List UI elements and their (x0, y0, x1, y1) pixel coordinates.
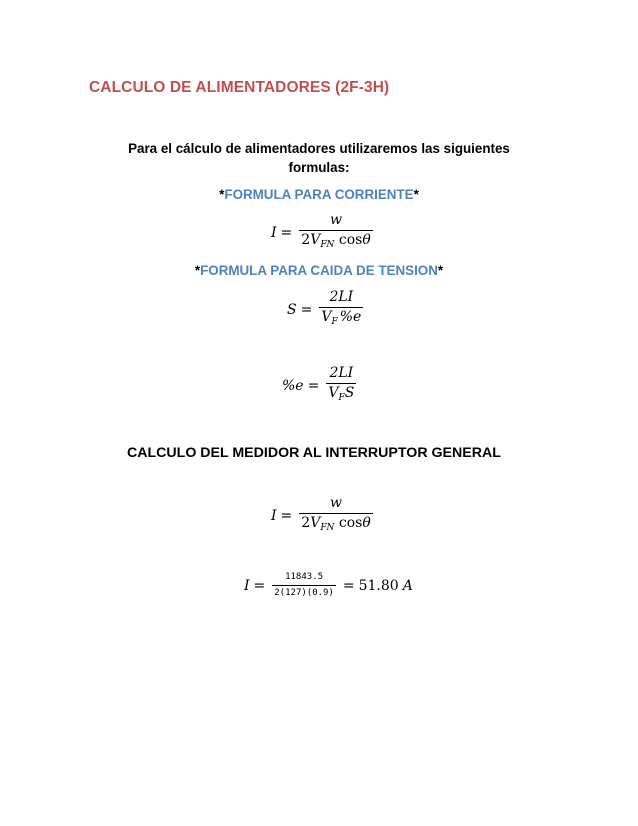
formula-current-den-theta: θ (362, 232, 371, 248)
page-title: CALCULO DE ALIMENTADORES (2F-3H) (89, 79, 390, 96)
formula-current-den-coef: 2 (301, 232, 311, 248)
formula-e-lhs: %e (282, 378, 304, 394)
heading-current-text: FORMULA PARA CORRIENTE (224, 187, 414, 202)
formula-percent-e (282, 366, 359, 406)
heading-drop-prefix: * (194, 263, 201, 278)
formula-current-numerator: w (330, 212, 343, 228)
formula-current2-den-coef: 2 (301, 515, 311, 531)
formula-current-den-v: V (310, 232, 321, 248)
formula-current-den-sub: FN (320, 240, 335, 250)
formula-result (244, 572, 413, 599)
formula-s-denominator (319, 307, 363, 330)
formula-result-fraction (272, 572, 336, 599)
formula-e-den-v: V (328, 385, 339, 401)
formula-current2-den-v: V (310, 515, 321, 531)
formula-result-value: 51.80 (358, 577, 399, 594)
formula-s-fraction (319, 290, 363, 330)
formula-e-denominator (326, 383, 356, 406)
formula-result-numerator: 11843.5 (285, 572, 324, 582)
formula-result-equals-2: = (342, 577, 355, 594)
formula-current2-equals: = (280, 508, 293, 524)
formula-section-s (287, 290, 366, 330)
formula-s-den-rest: %e (339, 309, 362, 325)
heading-drop-suffix: * (437, 263, 444, 278)
intro-line-2: formulas: (288, 160, 350, 175)
heading-current-suffix: * (413, 187, 419, 202)
formula-e-den-rest: S (344, 385, 355, 401)
formula-current2-denominator (299, 513, 373, 536)
formula-e-den-sub: F (338, 393, 345, 403)
formula-e-fraction (326, 366, 356, 406)
formula-current2-fraction (299, 496, 373, 536)
formula-current2-den-sub: FN (320, 523, 335, 533)
heading-current-prefix: * (219, 187, 225, 202)
formula-result-unit: A (402, 577, 413, 594)
formula-current-repeat (271, 496, 376, 536)
formula-current2-numerator: w (330, 495, 343, 511)
formula-result-equals: = (253, 577, 266, 594)
formula-s-equals: = (300, 302, 313, 318)
formula-e-numerator: 2LI (329, 365, 354, 381)
formula-current-equals: = (280, 225, 293, 241)
formula-s-den-v: V (321, 309, 332, 325)
formula-current2-den-cos: cos (338, 515, 363, 531)
formula-e-equals: = (307, 378, 320, 394)
section-heading: CALCULO DEL MEDIDOR AL INTERRUPTOR GENERAL (127, 445, 501, 461)
formula-s-lhs: S (287, 302, 297, 318)
intro-line-1: Para el cálculo de alimentadores utilizaremos las siguientes (128, 141, 510, 156)
formula-s-den-sub: F (331, 317, 338, 327)
heading-current-formula (0, 187, 638, 202)
formula-current (271, 213, 376, 253)
formula-s-numerator: 2LI (329, 289, 354, 305)
intro-paragraph (0, 139, 638, 177)
formula-current-fraction (299, 213, 373, 253)
formula-result-lhs: I (244, 577, 250, 594)
formula-current-lhs: I (271, 225, 277, 241)
formula-current2-lhs: I (271, 508, 277, 524)
formula-result-denominator: 2(127)(0.9) (272, 585, 336, 599)
formula-current-den-cos: cos (338, 232, 363, 248)
formula-current2-den-theta: θ (362, 515, 371, 531)
formula-current-denominator (299, 230, 373, 253)
heading-voltage-drop-formula (0, 263, 638, 278)
heading-drop-text: FORMULA PARA CAIDA DE TENSION (200, 263, 438, 278)
